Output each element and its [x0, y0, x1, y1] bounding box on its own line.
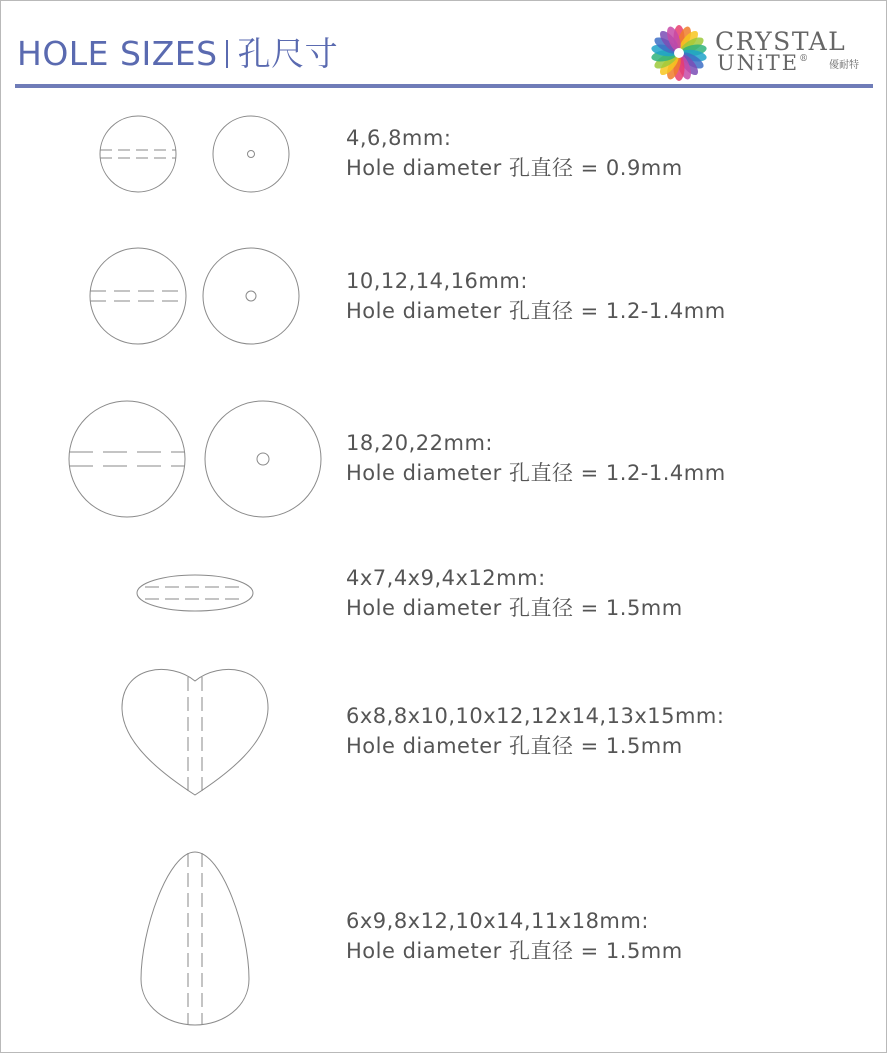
spec-sizes: 4x7,4x9,4x12mm: [346, 566, 546, 590]
round-bead-large [69, 401, 321, 517]
spec-round-small [346, 123, 683, 183]
spec-hole-diameter: Hole diameter 孔直径 = 1.5mm [346, 939, 683, 963]
spec-sizes: 10,12,14,16mm: [346, 269, 528, 293]
spec-heart [346, 701, 724, 761]
round-bead-small-front-view [213, 116, 289, 192]
spec-teardrop [346, 906, 683, 966]
spec-rondelle [346, 563, 683, 623]
registered-mark: ® [799, 54, 809, 64]
logo-text-unite: UNiTE® [717, 51, 809, 75]
spec-sizes: 4,6,8mm: [346, 126, 452, 150]
spec-sizes: 18,20,22mm: [346, 431, 494, 455]
round-bead-small [100, 116, 289, 192]
title-english: HOLE SIZES [17, 34, 218, 73]
logo-text-chinese: 優耐特 [829, 60, 859, 71]
round-bead-medium-front-view [203, 248, 299, 344]
spec-hole-diameter: Hole diameter 孔直径 = 0.9mm [346, 156, 683, 180]
logo-text-crystal: CRYSTAL [715, 27, 847, 56]
spec-round-large [346, 428, 726, 488]
spec-hole-diameter: Hole diameter 孔直径 = 1.5mm [346, 596, 683, 620]
round-bead-medium-side-view [90, 248, 186, 344]
heart-bead [122, 669, 268, 795]
teardrop-bead [141, 852, 249, 1025]
spec-hole-diameter: Hole diameter 孔直径 = 1.2-1.4mm [346, 461, 726, 485]
round-bead-large-front-view [205, 401, 321, 517]
spec-sizes: 6x8,8x10,10x12,12x14,13x15mm: [346, 704, 725, 728]
spec-sizes: 6x9,8x12,10x14,11x18mm: [346, 909, 649, 933]
spec-hole-diameter: Hole diameter 孔直径 = 1.2-1.4mm [346, 299, 726, 323]
title-chinese: 孔尺寸 [237, 34, 339, 73]
spec-round-medium [346, 266, 726, 326]
rondelle-bead [137, 575, 253, 611]
round-bead-medium [90, 248, 299, 344]
round-bead-large-side-view [69, 401, 185, 517]
spec-hole-diameter: Hole diameter 孔直径 = 1.5mm [346, 734, 683, 758]
round-bead-small-side-view [100, 116, 176, 192]
